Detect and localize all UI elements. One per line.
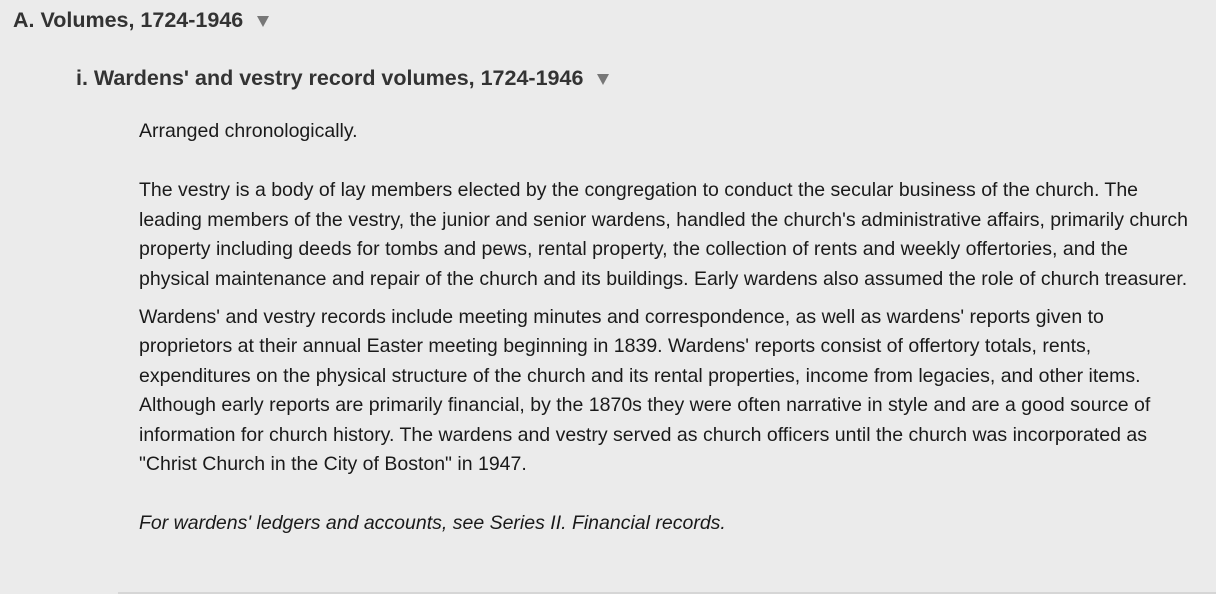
caret-down-icon[interactable] (257, 16, 269, 27)
subseries-title: i. Wardens' and vestry record volumes, 1724-1946 (76, 66, 584, 90)
series-title: A. Volumes, 1724-1946 (13, 8, 244, 32)
subseries-heading (76, 66, 609, 91)
subseries-description (139, 117, 1199, 539)
series-heading (13, 8, 269, 33)
caret-down-icon[interactable] (597, 74, 609, 85)
records-description-paragraph: Wardens' and vestry records include meeting minutes and correspondence, as well as wardens' reports given to proprietors at their annual Easter meeting beginning in 1839. Wardens' reports consist of offertory totals, rents, expenditures on the physical structure of the church and its rental properties, income from legacies, and other items. Although early reports are primarily financial, by the 1870s they were often narrative in style and are a good source of information for church history. The wardens and vestry served as church officers until the church was incorporated as "Christ Church in the City of Boston" in 1947. (139, 306, 1151, 476)
see-also-note: For wardens' ledgers and accounts, see Series II. Financial records. (139, 512, 726, 535)
arrangement-note: Arranged chronologically. (139, 120, 358, 142)
vestry-description-paragraph: The vestry is a body of lay members elected by the congregation to conduct the secular business of the church. The leading members of the vestry, the junior and senior wardens, handled the church's administrative affairs, primarily church property including deeds for tombs and pews, rental property, the collection of rents and weekly offertories, and the physical maintenance and repair of the church and its buildings. Early wardens also assumed the role of church treasurer. (139, 179, 1188, 290)
